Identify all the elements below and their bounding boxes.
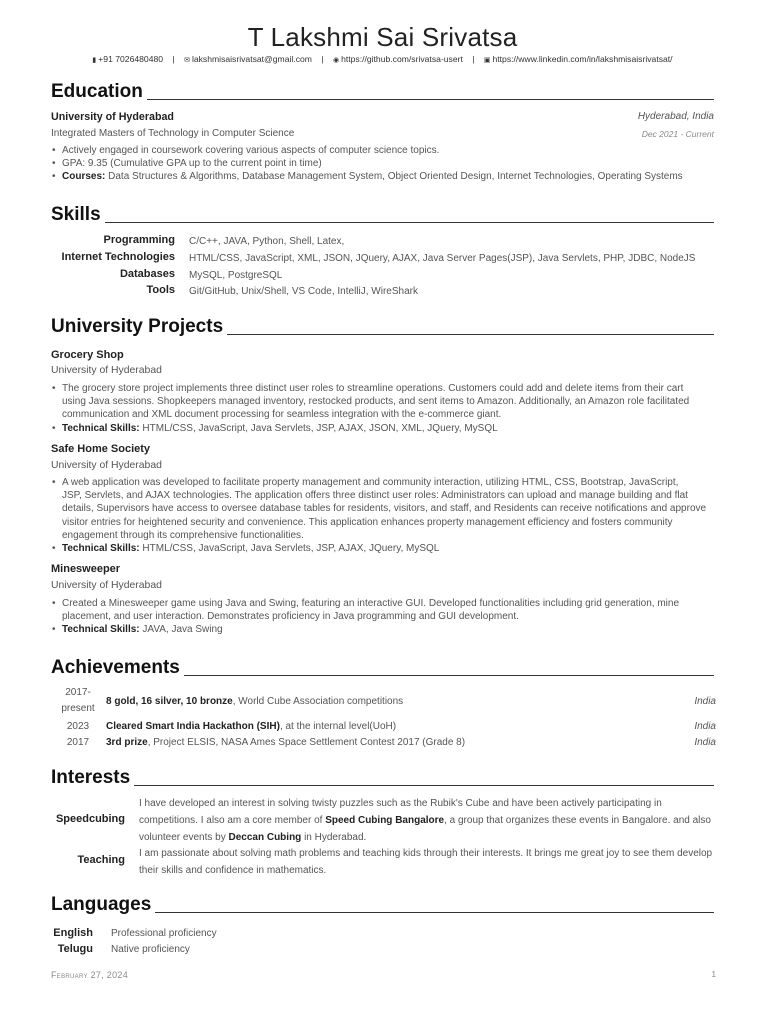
resume-page [51,0,714,1024]
section-rule [147,99,714,100]
github-icon: ◉ [332,57,340,64]
interest-text: , a group that organizes these events in Bangalore. and also [444,815,711,826]
language-level: Native proficiency [111,944,190,955]
section-title: Languages [51,894,152,915]
section-rule [105,222,714,223]
interest-label: Speedcubing [55,813,125,825]
skill-label: Programming [103,234,175,246]
languages-section-header [51,895,714,914]
project-desc-line: • Created a Minesweeper game using Java and Swing, featuring an interactive GUI. Developed functionalities including grid generation, mine [62,598,680,609]
achievement-location: India [694,696,716,707]
list-item: • GPA: 9.35 (Cumulative GPA up to the current point in time) [51,157,714,170]
tech-value: HTML/CSS, JavaScript, Java Servlets, JSP, AJAX, JSON, XML, JQuery, MySQL [139,422,498,434]
skill-label: Databases [119,267,175,280]
project-desc-line: communication and XML document processing for seamless integration with the e-commerce giant. [62,409,502,421]
achievement-location: India [694,721,716,732]
interest-line [139,829,729,846]
tech-value: HTML/CSS, JavaScript, Java Servlets, JSP, AJAX, JQuery, MySQL [139,543,440,555]
skills-section-header [51,205,714,224]
section-rule [134,785,714,786]
achievement-year: 2017 [66,737,90,748]
skill-row [51,251,714,268]
project-title: Safe Home Society [51,443,151,455]
projects-section-header [51,317,714,336]
list-item [51,597,714,623]
tech-label: Technical Skills: [62,624,140,636]
section-title: Achievements [51,657,180,678]
section-title: Education [51,81,143,102]
education-dates: Dec 2021 - Current [641,129,714,139]
deccan-cubing: Deccan Cubing [228,832,302,843]
interests-section-header [51,768,714,787]
project-title: Minesweeper [51,563,121,575]
skill-label: Internet Technologies [61,250,175,263]
project-bullets [51,476,714,555]
language-label: Telugu [57,943,93,955]
email-link[interactable]: lakshmisaisrivatsat@gmail.com [191,54,312,64]
list-item [51,422,714,435]
section-rule [155,912,714,913]
candidate-name: T Lakshmi Sai Srivatsa [247,22,518,52]
achievement-text [106,736,465,750]
project-title: Grocery Shop [51,349,124,361]
interest-text: volunteer events by [139,832,229,843]
tech-label: Technical Skills: [62,543,140,555]
phone-text: +91 7026480480 [98,54,164,64]
section-rule [227,334,714,335]
linkedin-link[interactable]: https://www.linkedin.com/in/lakshmisaisrivatsat/ [492,54,673,64]
achievement-rest: , at the internal level(UoH) [279,721,397,732]
interest-text: competitions. I also am a core member of [139,815,326,826]
section-title: Skills [51,204,101,225]
section-title: University Projects [51,316,224,337]
project-desc-line: engagement through its comprehensive functionalities. [62,529,304,541]
project-desc-line: visitor entries for heightened security and convenience. This application enhances property management efficiency and fosters community [62,516,673,528]
achievement-rest: , Project ELSIS, NASA Ames Space Settlement Contest 2017 (Grade 8) [147,737,466,748]
project-org: University of Hyderabad [51,460,162,471]
education-section-header [51,82,714,101]
achievement-year: 2017- [65,687,91,698]
interest-line: I have developed an interest in solving twisty puzzles such as the Rubik's Cube and have been actively participating in [139,798,662,809]
achievement-rest: , World Cube Association competitions [232,696,404,707]
contact-line [51,54,714,64]
interest-line: I am passionate about solving math problems and teaching kids through their interests. It brings me great joy to see them develop [139,848,713,859]
project-desc-line: placement, and user interaction. Demonstrates proficiency in Java programming and GUI development. [62,611,519,623]
section-rule [184,675,714,676]
tech-value: JAVA, Java Swing [139,624,223,636]
skill-value: Git/GitHub, Unix/Shell, VS Code, IntelliJ, WireShark [189,286,418,298]
project-bullets [51,597,714,637]
project-desc-line: • A web application was developed to facilitate property management and community interaction, utilizing HTML, CSS, Bootstrap, JavaScript, [62,477,679,488]
achievement-highlight: Cleared Smart India Hackathon (SIH) [106,721,280,732]
education-bullets [51,144,714,184]
language-label: English [53,927,93,939]
list-item [51,476,714,542]
achievement-text [106,720,396,734]
project-org: University of Hyderabad [51,365,162,376]
courses-label: Courses: [62,171,106,183]
interest-label: Teaching [77,854,125,866]
skill-value: HTML/CSS, JavaScript, XML, JSON, JQuery, AJAX, Java Server Pages(JSP), Java Servlets, PHP, JDBC, NodeJS [189,252,696,264]
list-item [51,382,714,422]
interest-line [139,812,729,829]
project-desc-line: • The grocery store project implements three distinct user roles to streamline operations. Customers could add and delete items from their cart [62,383,684,394]
interest-line: their skills and confidence in mathematics. [139,865,327,876]
phone-icon: ▮ [92,57,97,64]
project-org: University of Hyderabad [51,580,162,591]
separator: | [321,54,324,64]
list-item [51,170,714,183]
project-desc-line: using Java sessions. Shopkeepers managed inventory, restocked products, and sent items to Amazon. Additionally, an Amazon role facilitated [62,396,690,408]
list-item: • Actively engaged in coursework covering various aspects of computer science topics. [51,144,714,157]
footer-date-text: February 27, 2024 [51,970,129,980]
achievement-highlight: 8 gold, 16 silver, 10 bronze [106,696,233,707]
education-institution: University of Hyderabad [51,111,174,123]
achievements-section-header [51,658,714,677]
skills-table [51,234,714,301]
tech-label: Technical Skills: [62,422,140,434]
courses-value: Data Structures & Algorithms, Database Management System, Object Oriented Design, Internet Technologies, Operating Systems [105,171,683,183]
section-title: Interests [51,767,131,788]
interest-description [139,795,729,846]
list-item [51,542,714,555]
education-location: Hyderabad, India [637,111,714,122]
project-bullets [51,382,714,435]
achievement-year: present [61,703,95,714]
speed-cubing-bangalore: Speed Cubing Bangalore [325,815,445,826]
page-number: 1 [711,970,716,979]
achievement-text [106,695,403,709]
interest-text: in Hyderabad. [301,832,367,843]
skill-value: MySQL, PostgreSQL [189,269,283,281]
separator: | [472,54,475,64]
skill-label: Tools [146,284,175,297]
linkedin-icon: ▣ [483,57,491,64]
separator: | [172,54,175,64]
project-desc-line: details, Supervisors have access to oversee database tables for residents, visitors, and staff, and Residents can receive notifications and approve [62,503,707,515]
achievement-year: 2023 [66,721,90,732]
skill-row [51,284,714,301]
envelope-icon: ✉ [184,57,190,64]
footer-date [51,970,128,980]
skill-row [51,268,714,285]
education-degree: Integrated Masters of Technology in Computer Science [51,128,295,139]
skill-value: C/C++, JAVA, Python, Shell, Latex, [189,236,345,247]
language-level: Professional proficiency [111,928,217,939]
interest-description [139,845,729,879]
skill-row [51,234,714,251]
achievement-location: India [694,737,716,748]
github-link[interactable]: https://github.com/srivatsa-usert [341,54,463,64]
project-desc-line: JSP, Servlets, and AJAX technologies. The application offers three distinct user roles: Administrators can upload and manage building and flat [62,490,688,502]
achievement-highlight: 3rd prize [106,737,148,748]
list-item [51,623,714,636]
